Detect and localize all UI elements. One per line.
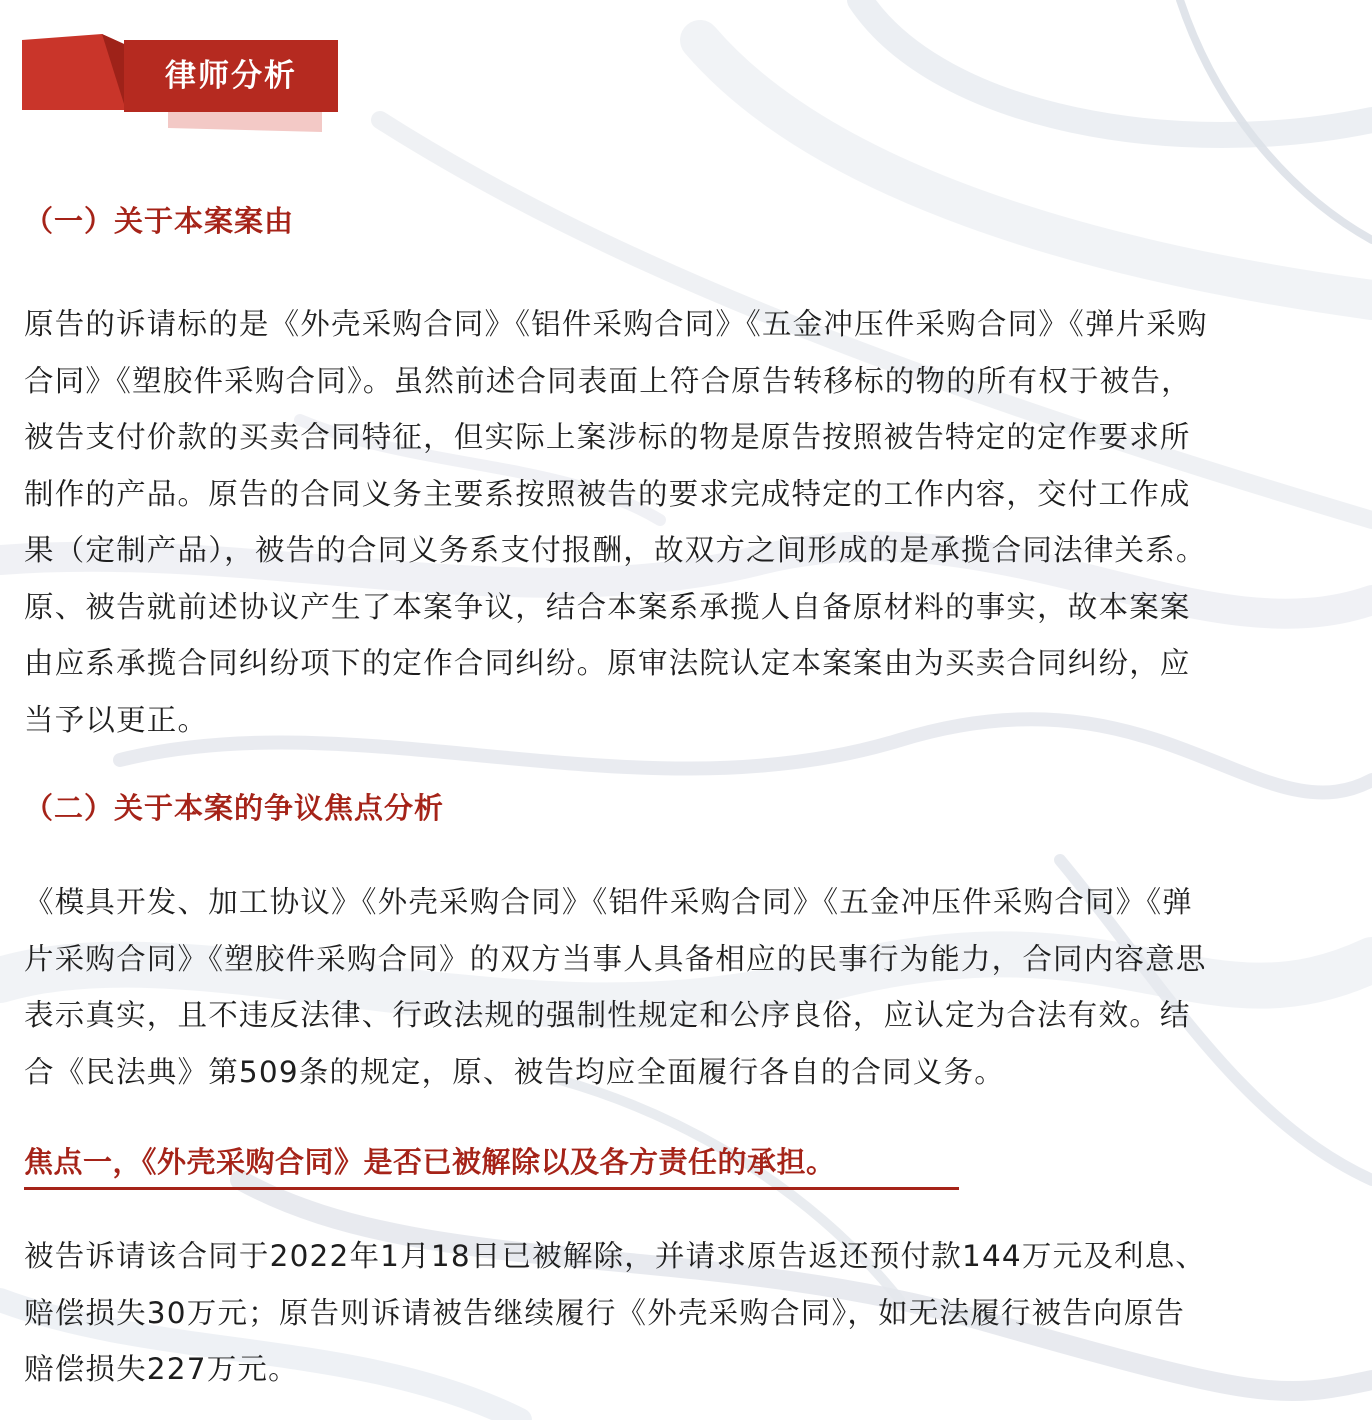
- paragraph-line: 合《民法典》第509条的规定，原、被告均应全面履行各自的合同义务。: [24, 1054, 1005, 1089]
- section-heading-1: （一）关于本案案由: [24, 204, 295, 238]
- paragraph-line: 表示真实，且不违反法律、行政法规的强制性规定和公序良俗，应认定为合法有效。结: [24, 998, 1191, 1032]
- paragraph-line: 赔偿损失30万元；原告则诉请被告继续履行《外壳采购合同》，如无法履行被告向原告: [24, 1295, 1186, 1330]
- focus-1-paragraph: [24, 1228, 1348, 1398]
- paragraph-line: 被告支付价款的买卖合同特征，但实际上案涉标的物是原告按照被告特定的定作要求所: [24, 420, 1191, 454]
- paragraph-line: 片采购合同》《塑胶件采购合同》的双方当事人具备相应的民事行为能力，合同内容意思: [24, 941, 1207, 976]
- focus-heading: [24, 1137, 959, 1190]
- page-title: 律师分析: [165, 58, 297, 94]
- section-heading-2: （二）关于本案的争议焦点分析: [24, 791, 445, 825]
- paragraph-line: 原告的诉请标的是《外壳采购合同》《铝件采购合同》《五金冲压件采购合同》《弹片采购: [24, 307, 1208, 341]
- paragraph-line: 被告诉请该合同于2022年1月18日已被解除，并请求原告返还预付款144万元及利息、: [24, 1239, 1207, 1273]
- paragraph-line: 果（定制产品），被告的合同义务系支付报酬，故双方之间形成的是承揽合同法律关系。: [24, 533, 1207, 567]
- section-1-paragraph: [24, 296, 1348, 748]
- section-2-paragraph: [24, 874, 1348, 1100]
- paragraph-line: 原、被告就前述协议产生了本案争议，结合本案系承揽人自备原材料的事实，故本案案: [24, 589, 1191, 624]
- paragraph-line: 由应系承揽合同纠纷项下的定作合同纠纷。原审法院认定本案案由为买卖合同纠纷，应: [24, 646, 1191, 680]
- focus-heading-text: 焦点一，《外壳采购合同》是否已被解除以及各方责任的承担。: [24, 1145, 836, 1179]
- paragraph-line: 合同》《塑胶件采购合同》。虽然前述合同表面上符合原告转移标的物的所有权于被告，: [24, 363, 1192, 398]
- paragraph-line: 赔偿损失227万元。: [24, 1352, 299, 1386]
- paragraph-line: 当予以更正。: [24, 702, 209, 737]
- paragraph-line: 《模具开发、加工协议》《外壳采购合同》《铝件采购合同》《五金冲压件采购合同》《弹: [24, 885, 1194, 919]
- paragraph-line: 制作的产品。原告的合同义务主要系按照被告的要求完成特定的工作内容，交付工作成: [24, 476, 1191, 511]
